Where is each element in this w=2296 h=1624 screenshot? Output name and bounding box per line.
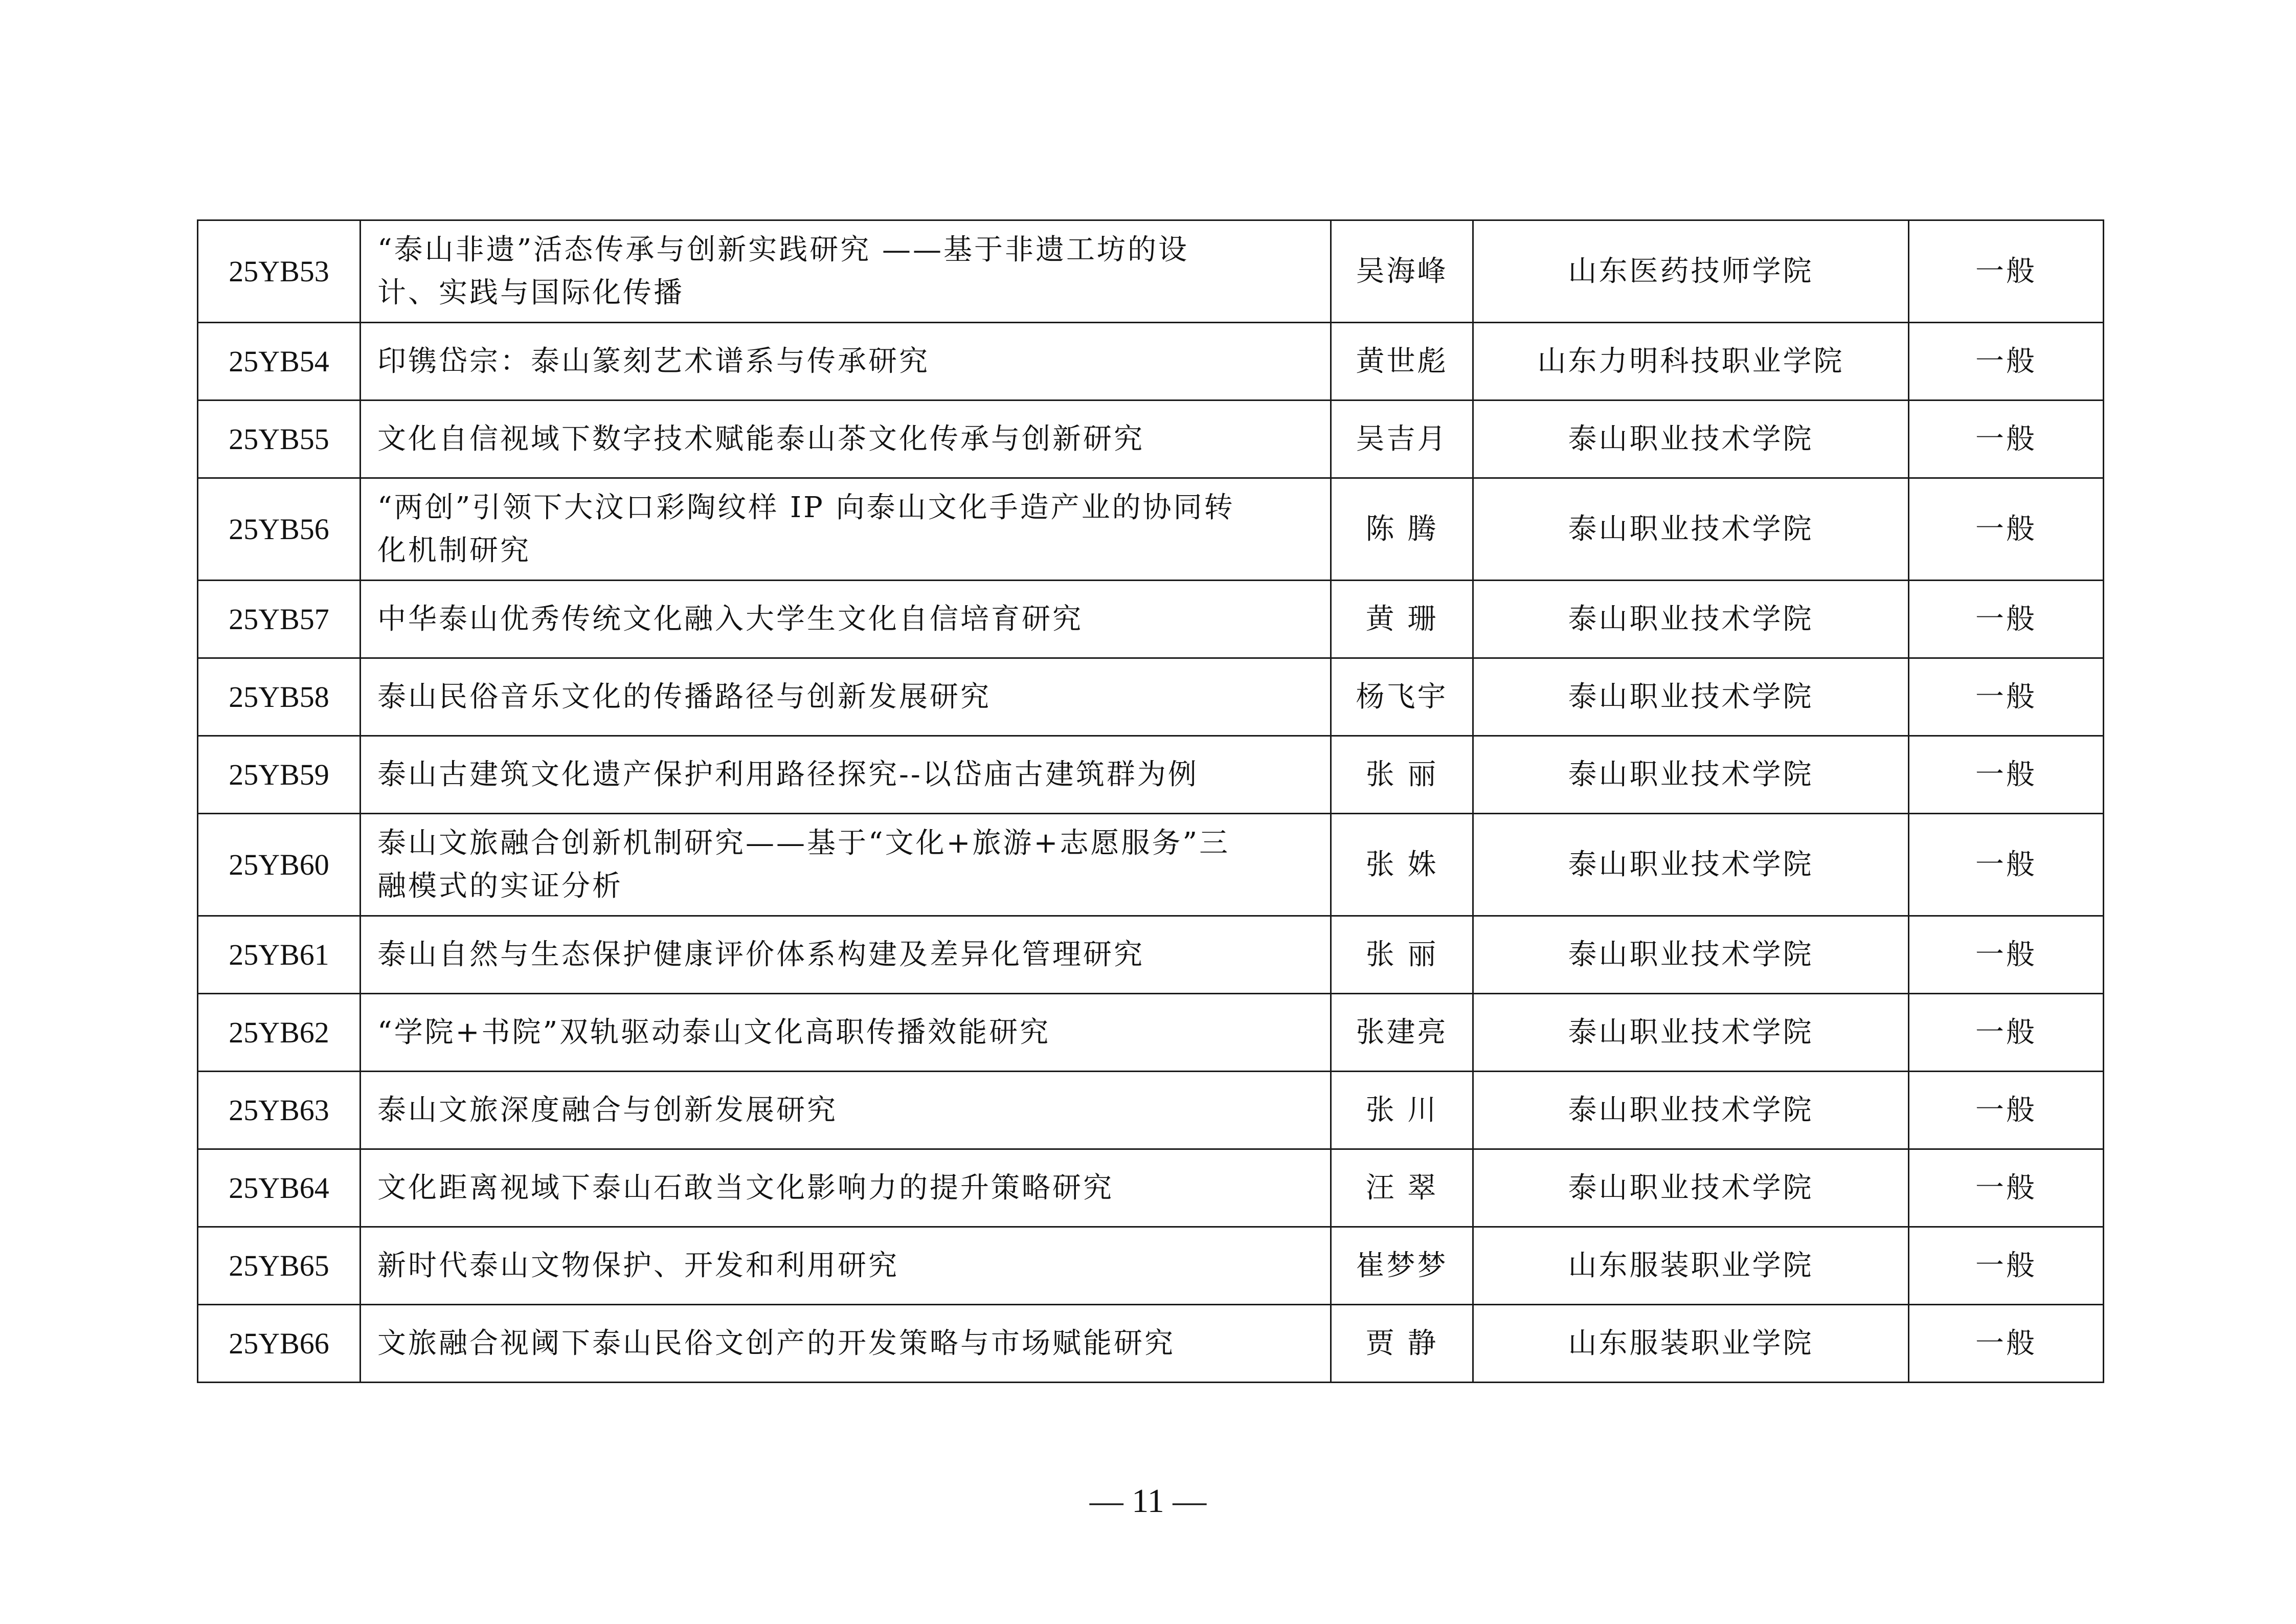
project-id-cell: 25YB62: [198, 994, 361, 1072]
table-row: [198, 220, 2104, 323]
table-row: [198, 1072, 2104, 1149]
table-row: [198, 994, 2104, 1072]
project-title-line: “两创”引领下大汶口彩陶纹样 IP 向泰山文化手造产业的协同转: [377, 491, 1235, 524]
project-id-cell: 25YB57: [198, 581, 361, 658]
project-title-cell: [361, 323, 1331, 401]
project-title-cell: [361, 220, 1331, 323]
project-title-line: 泰山文旅融合创新机制研究——基于“文化+旅游+志愿服务”三: [377, 826, 1230, 860]
project-title-line: 计、实践与国际化传播: [377, 276, 684, 309]
table-row: [198, 478, 2104, 581]
project-table: [197, 219, 2104, 1383]
institution-cell: 泰山职业技术学院: [1473, 814, 1909, 916]
institution-cell: 泰山职业技术学院: [1473, 916, 1909, 994]
principal-name-cell: 张 丽: [1331, 916, 1473, 994]
project-title-line: 文化距离视域下泰山石敢当文化影响力的提升策略研究: [377, 1171, 1114, 1205]
project-id-cell: 25YB53: [198, 220, 361, 323]
project-title-cell: [361, 1072, 1331, 1149]
project-title-line: 泰山古建筑文化遗产保护利用路径探究--以岱庙古建筑群为例: [377, 758, 1199, 791]
category-cell: 一般: [1909, 658, 2104, 736]
principal-name-cell: 陈 腾: [1331, 478, 1473, 581]
institution-cell: 泰山职业技术学院: [1473, 401, 1909, 478]
project-title-line: 融模式的实证分析: [377, 869, 623, 903]
category-cell: 一般: [1909, 401, 2104, 478]
project-title-line: 文旅融合视阈下泰山民俗文创产的开发策略与市场赋能研究: [377, 1326, 1175, 1360]
principal-name-cell: 黄世彪: [1331, 323, 1473, 401]
project-id-cell: 25YB63: [198, 1072, 361, 1149]
institution-cell: 山东服装职业学院: [1473, 1227, 1909, 1305]
page-number: — 11 —: [1089, 1482, 1207, 1520]
category-cell: 一般: [1909, 1305, 2104, 1383]
table-row: [198, 658, 2104, 736]
project-id-cell: 25YB64: [198, 1149, 361, 1227]
table-row: [198, 1227, 2104, 1305]
table-row: [198, 1149, 2104, 1227]
institution-cell: 泰山职业技术学院: [1473, 478, 1909, 581]
principal-name-cell: 吴海峰: [1331, 220, 1473, 323]
principal-name-cell: 崔梦梦: [1331, 1227, 1473, 1305]
institution-cell: 泰山职业技术学院: [1473, 736, 1909, 814]
project-title-line: 泰山文旅深度融合与创新发展研究: [377, 1093, 838, 1127]
project-table-body: [198, 220, 2104, 1383]
project-title-line: 印镌岱宗：泰山篆刻艺术谱系与传承研究: [377, 344, 930, 378]
principal-name-cell: 黄 珊: [1331, 581, 1473, 658]
project-title-cell: [361, 736, 1331, 814]
category-cell: 一般: [1909, 736, 2104, 814]
project-id-cell: 25YB65: [198, 1227, 361, 1305]
institution-cell: 山东力明科技职业学院: [1473, 323, 1909, 401]
project-title-line: 中华泰山优秀传统文化融入大学生文化自信培育研究: [377, 602, 1083, 636]
principal-name-cell: 吴吉月: [1331, 401, 1473, 478]
institution-cell: 泰山职业技术学院: [1473, 994, 1909, 1072]
project-id-cell: 25YB66: [198, 1305, 361, 1383]
institution-cell: 山东医药技师学院: [1473, 220, 1909, 323]
table-row: [198, 1305, 2104, 1383]
project-title-line: 泰山自然与生态保护健康评价体系构建及差异化管理研究: [377, 938, 1144, 971]
project-title-line: 泰山民俗音乐文化的传播路径与创新发展研究: [377, 680, 991, 714]
project-title-cell: [361, 1227, 1331, 1305]
project-id-cell: 25YB56: [198, 478, 361, 581]
project-title-line: 文化自信视域下数字技术赋能泰山茶文化传承与创新研究: [377, 422, 1144, 456]
principal-name-cell: 贾 静: [1331, 1305, 1473, 1383]
principal-name-cell: 张 姝: [1331, 814, 1473, 916]
table-row: [198, 736, 2104, 814]
category-cell: 一般: [1909, 916, 2104, 994]
principal-name-cell: 张 川: [1331, 1072, 1473, 1149]
table-row: [198, 814, 2104, 916]
project-id-cell: 25YB59: [198, 736, 361, 814]
category-cell: 一般: [1909, 1149, 2104, 1227]
project-title-line: 新时代泰山文物保护、开发和利用研究: [377, 1249, 899, 1282]
institution-cell: 泰山职业技术学院: [1473, 658, 1909, 736]
category-cell: 一般: [1909, 994, 2104, 1072]
project-title-line: “学院+书院”双轨驱动泰山文化高职传播效能研究: [377, 1015, 1051, 1049]
project-title-cell: [361, 478, 1331, 581]
institution-cell: 泰山职业技术学院: [1473, 581, 1909, 658]
project-title-cell: [361, 1149, 1331, 1227]
project-title-cell: [361, 658, 1331, 736]
category-cell: 一般: [1909, 478, 2104, 581]
table-row: [198, 323, 2104, 401]
project-id-cell: 25YB54: [198, 323, 361, 401]
table-row: [198, 916, 2104, 994]
institution-cell: 山东服装职业学院: [1473, 1305, 1909, 1383]
category-cell: 一般: [1909, 814, 2104, 916]
table-row: [198, 581, 2104, 658]
project-title-cell: [361, 916, 1331, 994]
category-cell: 一般: [1909, 1072, 2104, 1149]
category-cell: 一般: [1909, 1227, 2104, 1305]
principal-name-cell: 汪 翠: [1331, 1149, 1473, 1227]
project-title-line: 化机制研究: [377, 533, 531, 567]
category-cell: 一般: [1909, 581, 2104, 658]
principal-name-cell: 张 丽: [1331, 736, 1473, 814]
project-id-cell: 25YB60: [198, 814, 361, 916]
project-id-cell: 25YB61: [198, 916, 361, 994]
institution-cell: 泰山职业技术学院: [1473, 1072, 1909, 1149]
project-id-cell: 25YB55: [198, 401, 361, 478]
category-cell: 一般: [1909, 220, 2104, 323]
project-title-cell: [361, 581, 1331, 658]
category-cell: 一般: [1909, 323, 2104, 401]
project-title-cell: [361, 1305, 1331, 1383]
institution-cell: 泰山职业技术学院: [1473, 1149, 1909, 1227]
principal-name-cell: 张建亮: [1331, 994, 1473, 1072]
principal-name-cell: 杨飞宇: [1331, 658, 1473, 736]
project-title-cell: [361, 814, 1331, 916]
project-title-cell: [361, 401, 1331, 478]
project-id-cell: 25YB58: [198, 658, 361, 736]
table-row: [198, 401, 2104, 478]
project-title-line: “泰山非遗”活态传承与创新实践研究 ——基于非遗工坊的设: [377, 233, 1189, 266]
project-title-cell: [361, 994, 1331, 1072]
